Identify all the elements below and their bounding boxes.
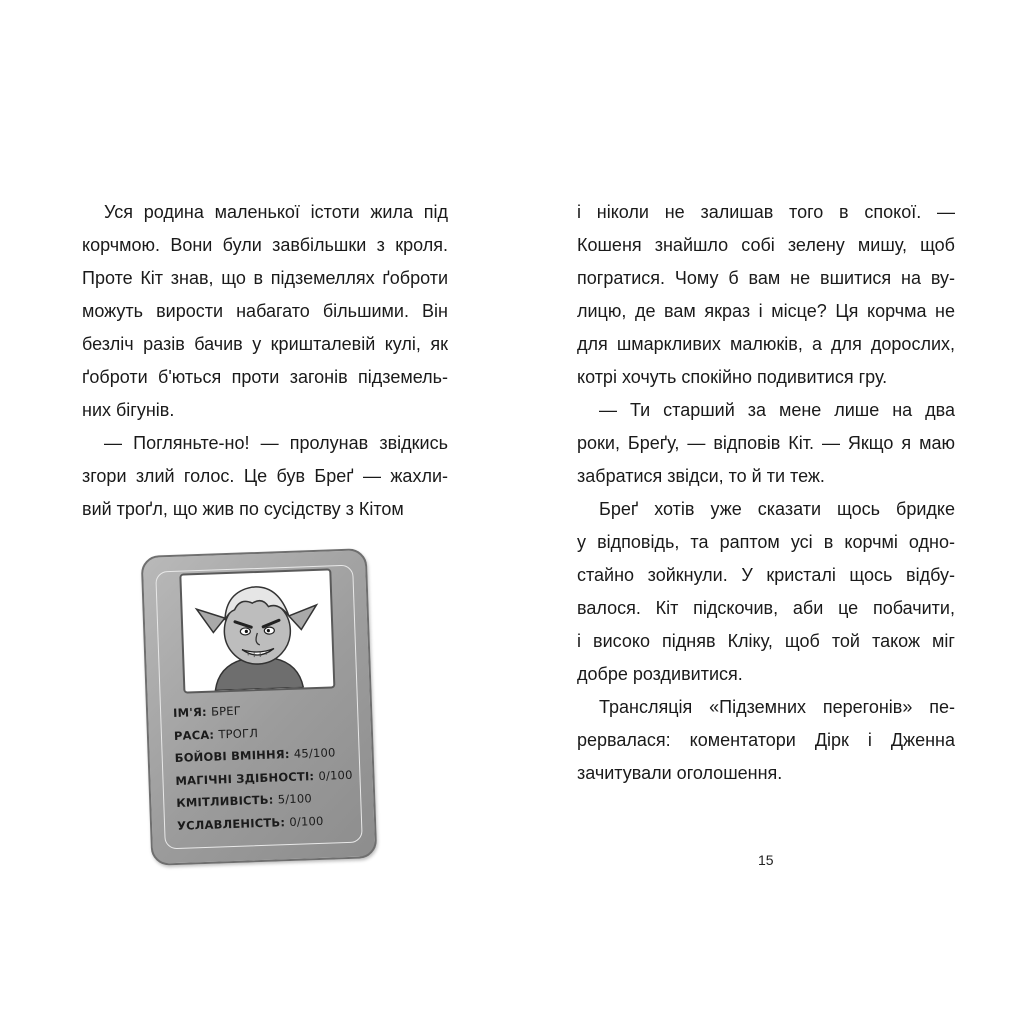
- text-line: можуть вирости набагато більшими. Він: [82, 301, 448, 321]
- card-stat-label: РАСА:: [173, 727, 215, 743]
- text-line: котрі хочуть спокійно подивитися гру.: [577, 367, 888, 387]
- text-line: корчмою. Вони були завбільшки з кроля.: [82, 235, 448, 255]
- card-stat-label: КМІТЛИВІСТЬ:: [176, 792, 274, 810]
- text-line: стайно зойкнули. У кристалі щось відбу-: [577, 565, 955, 585]
- text-line: і високо підняв Кліку, щоб той також міг: [577, 631, 955, 651]
- text-line: для шмаркливих малюків, а для дорослих,: [577, 334, 955, 354]
- text-line: Кошеня знайшло собі зелену мишу, щоб: [577, 235, 955, 255]
- card-stat-label: ІМ'Я:: [172, 704, 208, 720]
- card-stat-value: БРЕГ: [210, 703, 242, 719]
- text-line: безліч разів бачив у кришталевій кулі, як: [82, 334, 448, 354]
- text-line: ґоброти б'ються проти загонів підземель-: [82, 367, 448, 387]
- troll-portrait-icon: [181, 570, 333, 691]
- text-line: — Ти старший за мене лише на два: [599, 400, 955, 420]
- card-stat-label: МАГІЧНІ ЗДІБНОСТІ:: [175, 768, 315, 788]
- card-stat-value: 5/100: [277, 791, 313, 807]
- text-line: добре роздивитися.: [577, 664, 743, 684]
- text-line: згори злий голос. Це був Бреґ — жахли-: [82, 466, 448, 486]
- text-line: рервалася: коментатори Дірк і Дженна: [577, 730, 955, 750]
- text-line: і ніколи не залишав того в спокої. —: [577, 202, 955, 222]
- text-line: забратися звідси, то й ти теж.: [577, 466, 825, 486]
- text-line: лицю, де вам якраз і місце? Ця корчма не: [577, 301, 955, 321]
- text-line: них бігунів.: [82, 400, 175, 420]
- page-number: 15: [758, 852, 774, 868]
- text-line: роки, Бреґу, — відповів Кіт. — Якщо я маю: [577, 433, 955, 453]
- text-line: Трансляція «Підземних перегонів» пе-: [599, 697, 955, 717]
- text-line: вий троґл, що жив по сусідству з Кітом: [82, 499, 404, 519]
- card-stat-value: ТРОГЛ: [218, 725, 259, 741]
- text-line: у відповідь, та раптом усі в корчмі одно-: [577, 532, 955, 552]
- text-line: валося. Кіт підскочив, аби це побачити,: [577, 598, 955, 618]
- text-line: — Погляньте-но! — пролунав звідкись: [104, 433, 448, 453]
- character-card: [141, 548, 378, 866]
- card-stat-value: 0/100: [318, 767, 353, 783]
- card-stat-value: 45/100: [293, 745, 336, 761]
- card-portrait: [179, 568, 335, 693]
- right-page-text: [577, 196, 955, 790]
- card-stat-value: 0/100: [289, 813, 324, 829]
- text-line: Проте Кіт знав, що в підземеллях ґоброти: [82, 268, 448, 288]
- text-line: зачитували оголошення.: [577, 763, 783, 783]
- card-stats: [173, 695, 368, 837]
- card-stat-label: УСЛАВЛЕНІСТЬ:: [176, 814, 286, 833]
- text-line: Бреґ хотів уже сказати щось бридке: [599, 499, 955, 519]
- left-page-text: [82, 196, 448, 526]
- card-stat-label: БОЙОВІ ВМІННЯ:: [174, 746, 290, 765]
- text-line: погратися. Чому б вам не вшитися на ву-: [577, 268, 955, 288]
- text-line: Уся родина маленької істоти жила під: [104, 202, 448, 222]
